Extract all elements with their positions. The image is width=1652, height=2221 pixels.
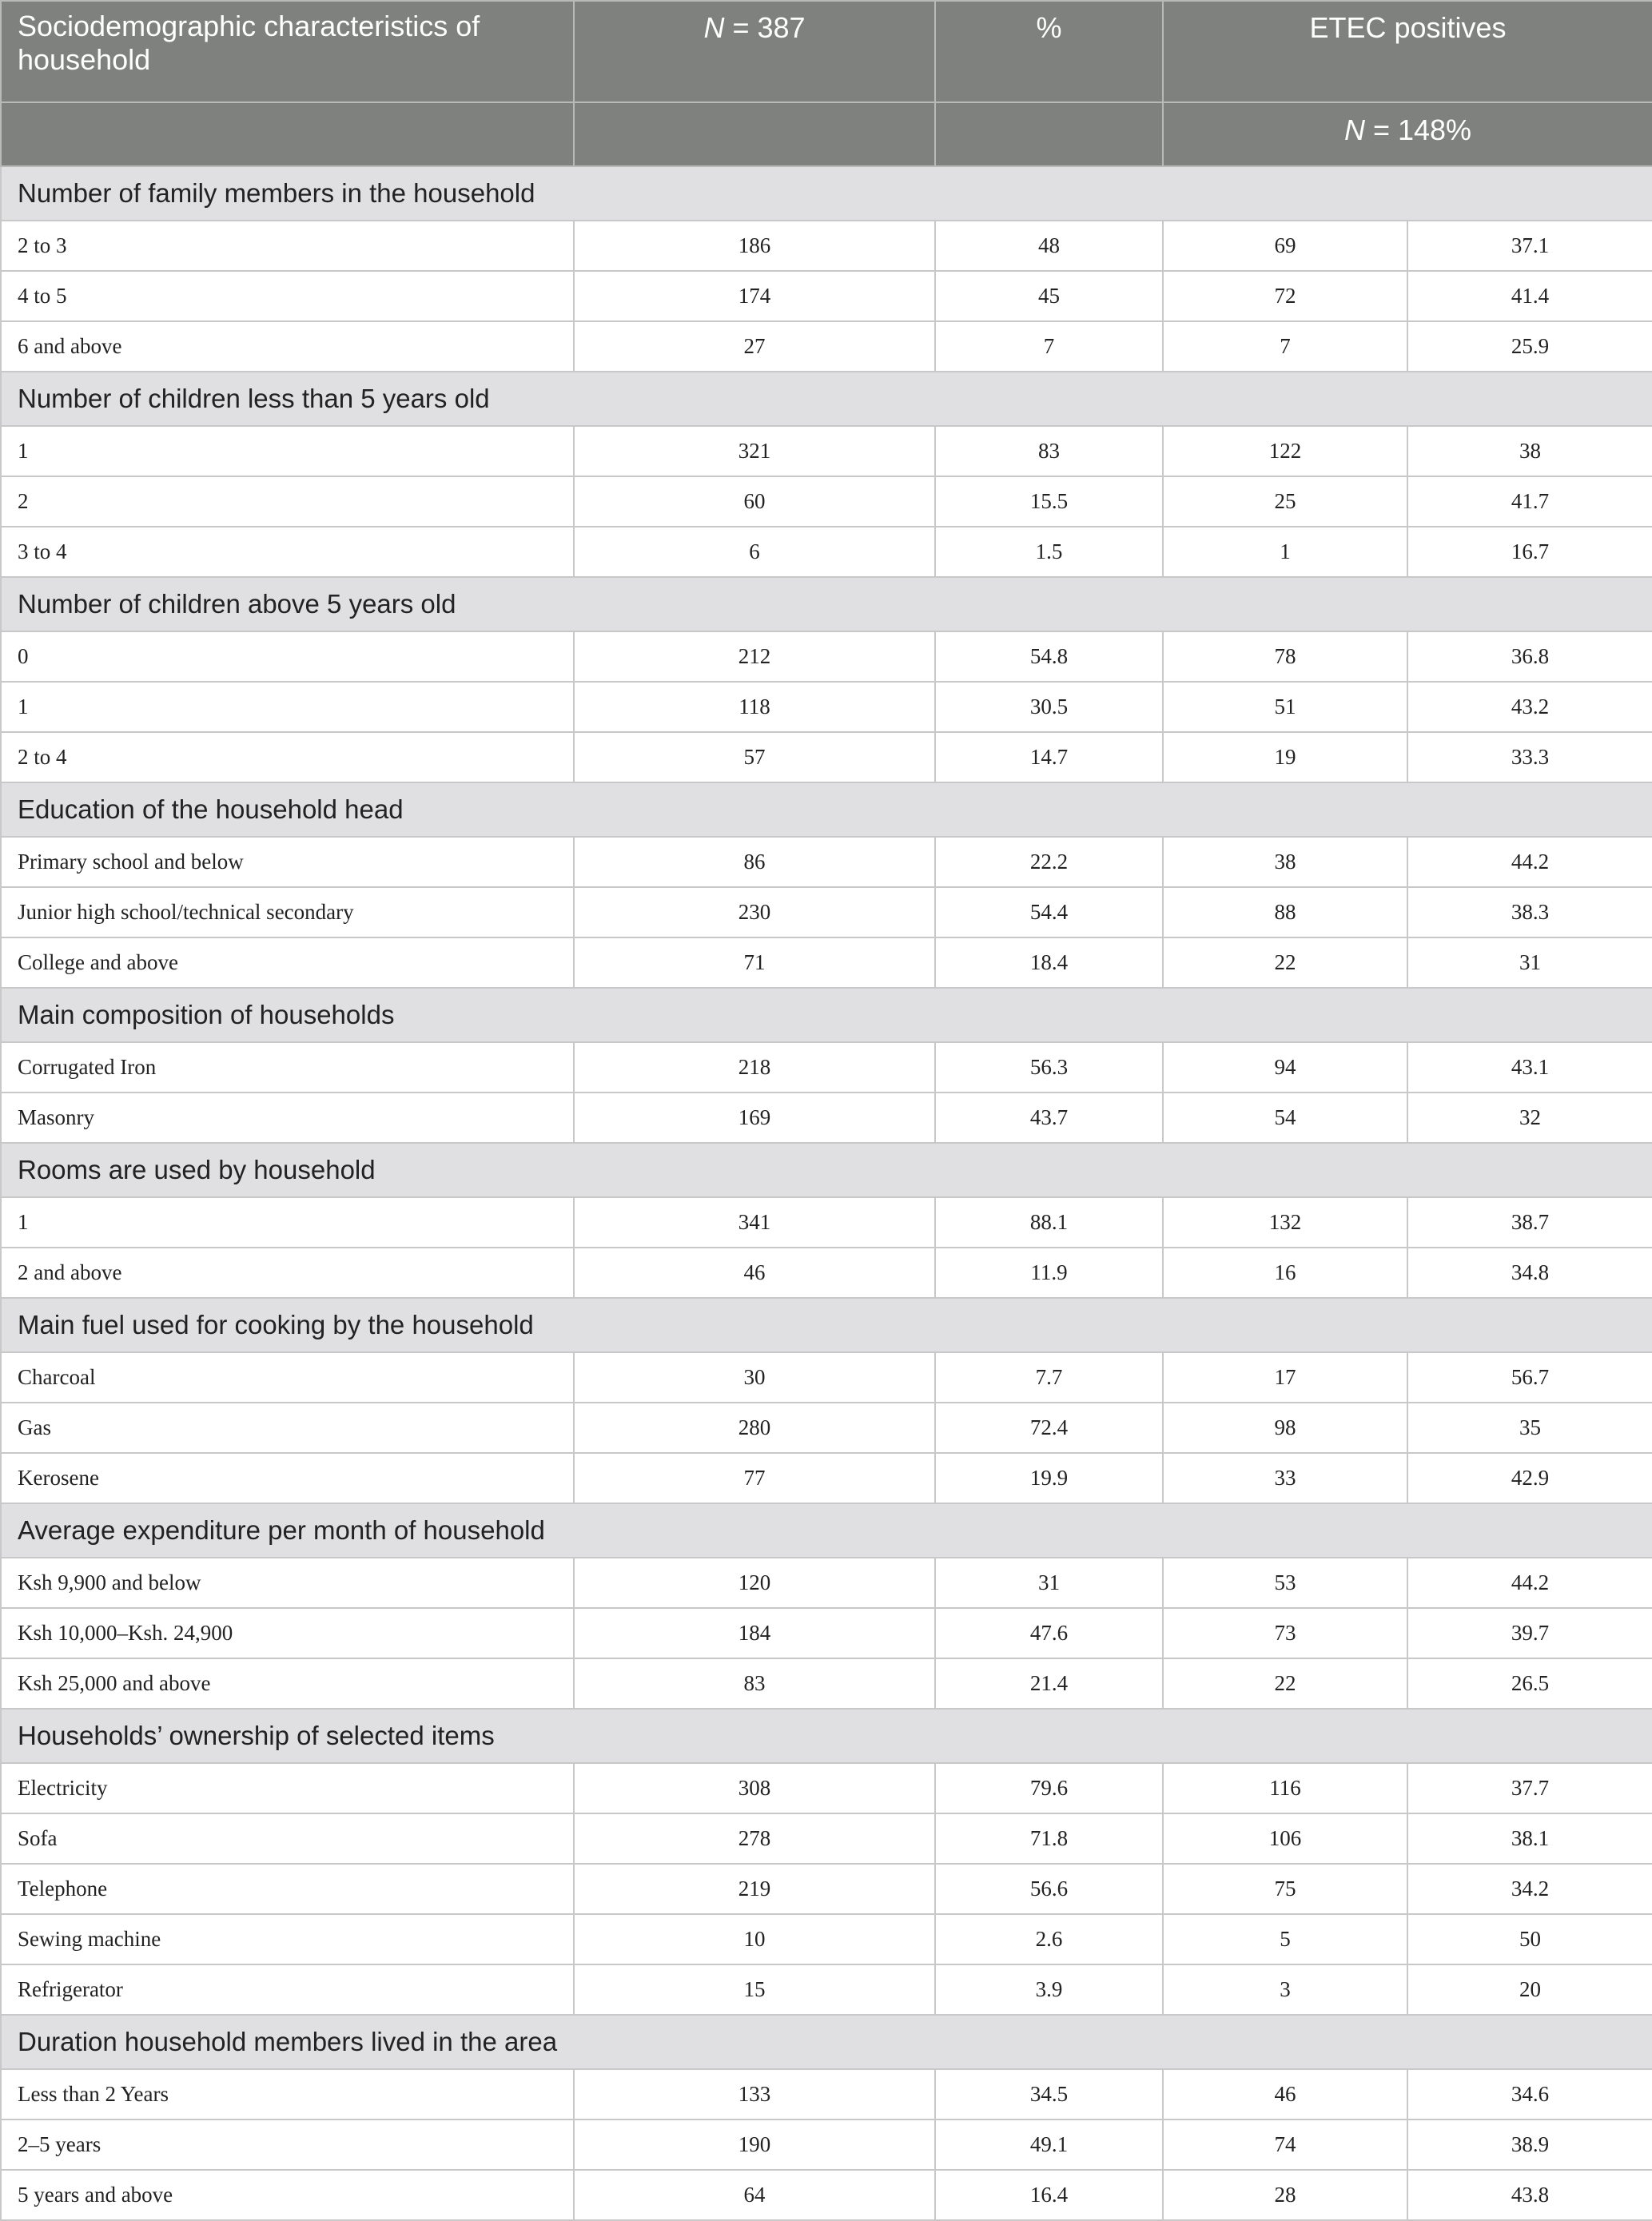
row-label: 2 [1, 476, 574, 527]
etec-percent-value: 38.1 [1407, 1813, 1652, 1864]
row-label: 1 [1, 682, 574, 732]
n-value: 118 [574, 682, 935, 732]
etec-percent-value: 36.8 [1407, 631, 1652, 682]
header-sub-empty-2 [574, 102, 935, 166]
percent-value: 43.7 [935, 1093, 1163, 1143]
section-title: Number of family members in the household [1, 166, 1652, 221]
header-characteristics: Sociodemographic characteristics of household [1, 1, 574, 102]
percent-value: 71.8 [935, 1813, 1163, 1864]
section-title: Households’ ownership of selected items [1, 1709, 1652, 1763]
etec-percent-value: 33.3 [1407, 732, 1652, 782]
row-label: Primary school and below [1, 837, 574, 887]
n-value: 184 [574, 1608, 935, 1658]
row-label: 3 to 4 [1, 527, 574, 577]
etec-n-value: 94 [1163, 1042, 1407, 1093]
header-sub-empty-3 [935, 102, 1163, 166]
row-label: College and above [1, 937, 574, 988]
n-value: 77 [574, 1453, 935, 1503]
etec-percent-value: 31 [1407, 937, 1652, 988]
row-label: Charcoal [1, 1352, 574, 1403]
table-row [1, 1403, 1652, 1453]
row-label: 1 [1, 426, 574, 476]
etec-n-value: 46 [1163, 2069, 1407, 2120]
table-row [1, 1964, 1652, 2015]
n-value: 230 [574, 887, 935, 937]
n-value: 120 [574, 1558, 935, 1608]
n-value: 86 [574, 837, 935, 887]
etec-percent-value: 44.2 [1407, 837, 1652, 887]
header-n-symbol: N [703, 11, 725, 44]
etec-n-value: 74 [1163, 2120, 1407, 2170]
header-etec-n-value: = 148% [1364, 113, 1472, 146]
table-row [1, 527, 1652, 577]
section-title: Number of children above 5 years old [1, 577, 1652, 631]
n-value: 10 [574, 1914, 935, 1964]
table-row [1, 1914, 1652, 1964]
etec-percent-value: 42.9 [1407, 1453, 1652, 1503]
row-label: Ksh 25,000 and above [1, 1658, 574, 1709]
row-label: Gas [1, 1403, 574, 1453]
table-row [1, 2170, 1652, 2220]
etec-percent-value: 43.8 [1407, 2170, 1652, 2220]
row-label: 2 and above [1, 1248, 574, 1298]
etec-percent-value: 41.4 [1407, 271, 1652, 321]
n-value: 278 [574, 1813, 935, 1864]
section-header-row [1, 577, 1652, 631]
etec-percent-value: 25.9 [1407, 321, 1652, 372]
n-value: 71 [574, 937, 935, 988]
header-n-total [574, 1, 935, 102]
percent-value: 54.4 [935, 887, 1163, 937]
percent-value: 88.1 [935, 1197, 1163, 1248]
row-label: Electricity [1, 1763, 574, 1813]
section-header-row [1, 166, 1652, 221]
n-value: 15 [574, 1964, 935, 2015]
n-value: 186 [574, 221, 935, 271]
row-label: 5 years and above [1, 2170, 574, 2220]
etec-percent-value: 34.2 [1407, 1864, 1652, 1914]
etec-n-value: 72 [1163, 271, 1407, 321]
table-row [1, 682, 1652, 732]
n-value: 190 [574, 2120, 935, 2170]
etec-n-value: 1 [1163, 527, 1407, 577]
table-row [1, 631, 1652, 682]
etec-n-value: 3 [1163, 1964, 1407, 2015]
table-row [1, 426, 1652, 476]
percent-value: 49.1 [935, 2120, 1163, 2170]
percent-value: 7 [935, 321, 1163, 372]
percent-value: 45 [935, 271, 1163, 321]
etec-percent-value: 37.7 [1407, 1763, 1652, 1813]
percent-value: 2.6 [935, 1914, 1163, 1964]
header-n-value: = 387 [724, 11, 806, 44]
n-value: 212 [574, 631, 935, 682]
etec-n-value: 54 [1163, 1093, 1407, 1143]
section-header-row [1, 1709, 1652, 1763]
section-header-row [1, 1143, 1652, 1197]
section-title: Main composition of households [1, 988, 1652, 1042]
row-label: Ksh 9,900 and below [1, 1558, 574, 1608]
section-title: Number of children less than 5 years old [1, 372, 1652, 426]
etec-n-value: 5 [1163, 1914, 1407, 1964]
etec-n-value: 51 [1163, 682, 1407, 732]
row-label: 0 [1, 631, 574, 682]
table-row [1, 937, 1652, 988]
etec-percent-value: 41.7 [1407, 476, 1652, 527]
table-row [1, 1352, 1652, 1403]
etec-n-value: 78 [1163, 631, 1407, 682]
percent-value: 79.6 [935, 1763, 1163, 1813]
etec-n-value: 116 [1163, 1763, 1407, 1813]
etec-n-value: 132 [1163, 1197, 1407, 1248]
table-row [1, 732, 1652, 782]
etec-n-value: 19 [1163, 732, 1407, 782]
etec-n-value: 25 [1163, 476, 1407, 527]
table-row [1, 1658, 1652, 1709]
table-row [1, 476, 1652, 527]
n-value: 6 [574, 527, 935, 577]
percent-value: 18.4 [935, 937, 1163, 988]
etec-percent-value: 38.7 [1407, 1197, 1652, 1248]
row-label: 1 [1, 1197, 574, 1248]
n-value: 27 [574, 321, 935, 372]
section-title: Average expenditure per month of household [1, 1503, 1652, 1558]
table-row [1, 271, 1652, 321]
etec-n-value: 106 [1163, 1813, 1407, 1864]
etec-percent-value: 38.9 [1407, 2120, 1652, 2170]
section-header-row [1, 1503, 1652, 1558]
row-label: Ksh 10,000–Ksh. 24,900 [1, 1608, 574, 1658]
table-row [1, 1453, 1652, 1503]
etec-percent-value: 32 [1407, 1093, 1652, 1143]
etec-percent-value: 16.7 [1407, 527, 1652, 577]
percent-value: 11.9 [935, 1248, 1163, 1298]
row-label: 2–5 years [1, 2120, 574, 2170]
percent-value: 56.6 [935, 1864, 1163, 1914]
percent-value: 15.5 [935, 476, 1163, 527]
row-label: Less than 2 Years [1, 2069, 574, 2120]
etec-n-value: 88 [1163, 887, 1407, 937]
row-label: Junior high school/technical secondary [1, 887, 574, 937]
percent-value: 47.6 [935, 1608, 1163, 1658]
etec-n-value: 33 [1163, 1453, 1407, 1503]
etec-n-value: 122 [1163, 426, 1407, 476]
etec-n-value: 17 [1163, 1352, 1407, 1403]
etec-percent-value: 34.8 [1407, 1248, 1652, 1298]
n-value: 218 [574, 1042, 935, 1093]
etec-n-value: 7 [1163, 321, 1407, 372]
row-label: Masonry [1, 1093, 574, 1143]
percent-value: 34.5 [935, 2069, 1163, 2120]
percent-value: 14.7 [935, 732, 1163, 782]
percent-value: 72.4 [935, 1403, 1163, 1453]
header-etec-n-symbol: N [1343, 113, 1365, 146]
percent-value: 54.8 [935, 631, 1163, 682]
table-row [1, 1558, 1652, 1608]
percent-value: 48 [935, 221, 1163, 271]
etec-percent-value: 43.1 [1407, 1042, 1652, 1093]
table-row [1, 1813, 1652, 1864]
header-sub-empty-1 [1, 102, 574, 166]
row-label: Telephone [1, 1864, 574, 1914]
n-value: 64 [574, 2170, 935, 2220]
row-label: Sofa [1, 1813, 574, 1864]
row-label: 6 and above [1, 321, 574, 372]
table-row [1, 2069, 1652, 2120]
n-value: 30 [574, 1352, 935, 1403]
section-header-row [1, 1298, 1652, 1352]
etec-percent-value: 35 [1407, 1403, 1652, 1453]
n-value: 133 [574, 2069, 935, 2120]
table-row [1, 321, 1652, 372]
table-row [1, 1197, 1652, 1248]
percent-value: 21.4 [935, 1658, 1163, 1709]
percent-value: 83 [935, 426, 1163, 476]
percent-value: 31 [935, 1558, 1163, 1608]
etec-percent-value: 44.2 [1407, 1558, 1652, 1608]
etec-percent-value: 38 [1407, 426, 1652, 476]
header-etec-n [1163, 102, 1652, 166]
row-label: 4 to 5 [1, 271, 574, 321]
etec-percent-value: 37.1 [1407, 221, 1652, 271]
etec-percent-value: 26.5 [1407, 1658, 1652, 1709]
n-value: 57 [574, 732, 935, 782]
row-label: 2 to 3 [1, 221, 574, 271]
etec-percent-value: 34.6 [1407, 2069, 1652, 2120]
etec-n-value: 98 [1163, 1403, 1407, 1453]
percent-value: 30.5 [935, 682, 1163, 732]
n-value: 46 [574, 1248, 935, 1298]
etec-n-value: 16 [1163, 1248, 1407, 1298]
etec-n-value: 75 [1163, 1864, 1407, 1914]
percent-value: 3.9 [935, 1964, 1163, 2015]
etec-n-value: 22 [1163, 1658, 1407, 1709]
n-value: 219 [574, 1864, 935, 1914]
etec-percent-value: 50 [1407, 1914, 1652, 1964]
section-header-row [1, 782, 1652, 837]
table-row [1, 1093, 1652, 1143]
table-row [1, 887, 1652, 937]
percent-value: 56.3 [935, 1042, 1163, 1093]
etec-percent-value: 38.3 [1407, 887, 1652, 937]
header-etec-positives: ETEC positives [1163, 1, 1652, 102]
row-label: Sewing machine [1, 1914, 574, 1964]
n-value: 308 [574, 1763, 935, 1813]
percent-value: 16.4 [935, 2170, 1163, 2220]
section-header-row [1, 372, 1652, 426]
row-label: Refrigerator [1, 1964, 574, 2015]
table-row [1, 221, 1652, 271]
etec-n-value: 22 [1163, 937, 1407, 988]
section-title: Rooms are used by household [1, 1143, 1652, 1197]
n-value: 174 [574, 271, 935, 321]
table-row [1, 2120, 1652, 2170]
section-title: Duration household members lived in the area [1, 2015, 1652, 2069]
n-value: 280 [574, 1403, 935, 1453]
n-value: 83 [574, 1658, 935, 1709]
etec-n-value: 53 [1163, 1558, 1407, 1608]
n-value: 321 [574, 426, 935, 476]
header-row [1, 1, 1652, 102]
table-row [1, 1763, 1652, 1813]
header-subrow [1, 102, 1652, 166]
row-label: Kerosene [1, 1453, 574, 1503]
etec-n-value: 38 [1163, 837, 1407, 887]
percent-value: 22.2 [935, 837, 1163, 887]
percent-value: 19.9 [935, 1453, 1163, 1503]
section-title: Education of the household head [1, 782, 1652, 837]
row-label: 2 to 4 [1, 732, 574, 782]
etec-n-value: 73 [1163, 1608, 1407, 1658]
n-value: 169 [574, 1093, 935, 1143]
section-header-row [1, 2015, 1652, 2069]
etec-percent-value: 20 [1407, 1964, 1652, 2015]
table-header [1, 1, 1652, 166]
table-body [1, 166, 1652, 2220]
etec-n-value: 69 [1163, 221, 1407, 271]
n-value: 60 [574, 476, 935, 527]
etec-percent-value: 39.7 [1407, 1608, 1652, 1658]
percent-value: 7.7 [935, 1352, 1163, 1403]
etec-percent-value: 43.2 [1407, 682, 1652, 732]
etec-n-value: 28 [1163, 2170, 1407, 2220]
section-header-row [1, 988, 1652, 1042]
table-row [1, 1248, 1652, 1298]
row-label: Corrugated Iron [1, 1042, 574, 1093]
table-row [1, 837, 1652, 887]
section-title: Main fuel used for cooking by the household [1, 1298, 1652, 1352]
n-value: 341 [574, 1197, 935, 1248]
percent-value: 1.5 [935, 527, 1163, 577]
table-row [1, 1608, 1652, 1658]
header-percent: % [935, 1, 1163, 102]
table-row [1, 1864, 1652, 1914]
etec-percent-value: 56.7 [1407, 1352, 1652, 1403]
table-row [1, 1042, 1652, 1093]
